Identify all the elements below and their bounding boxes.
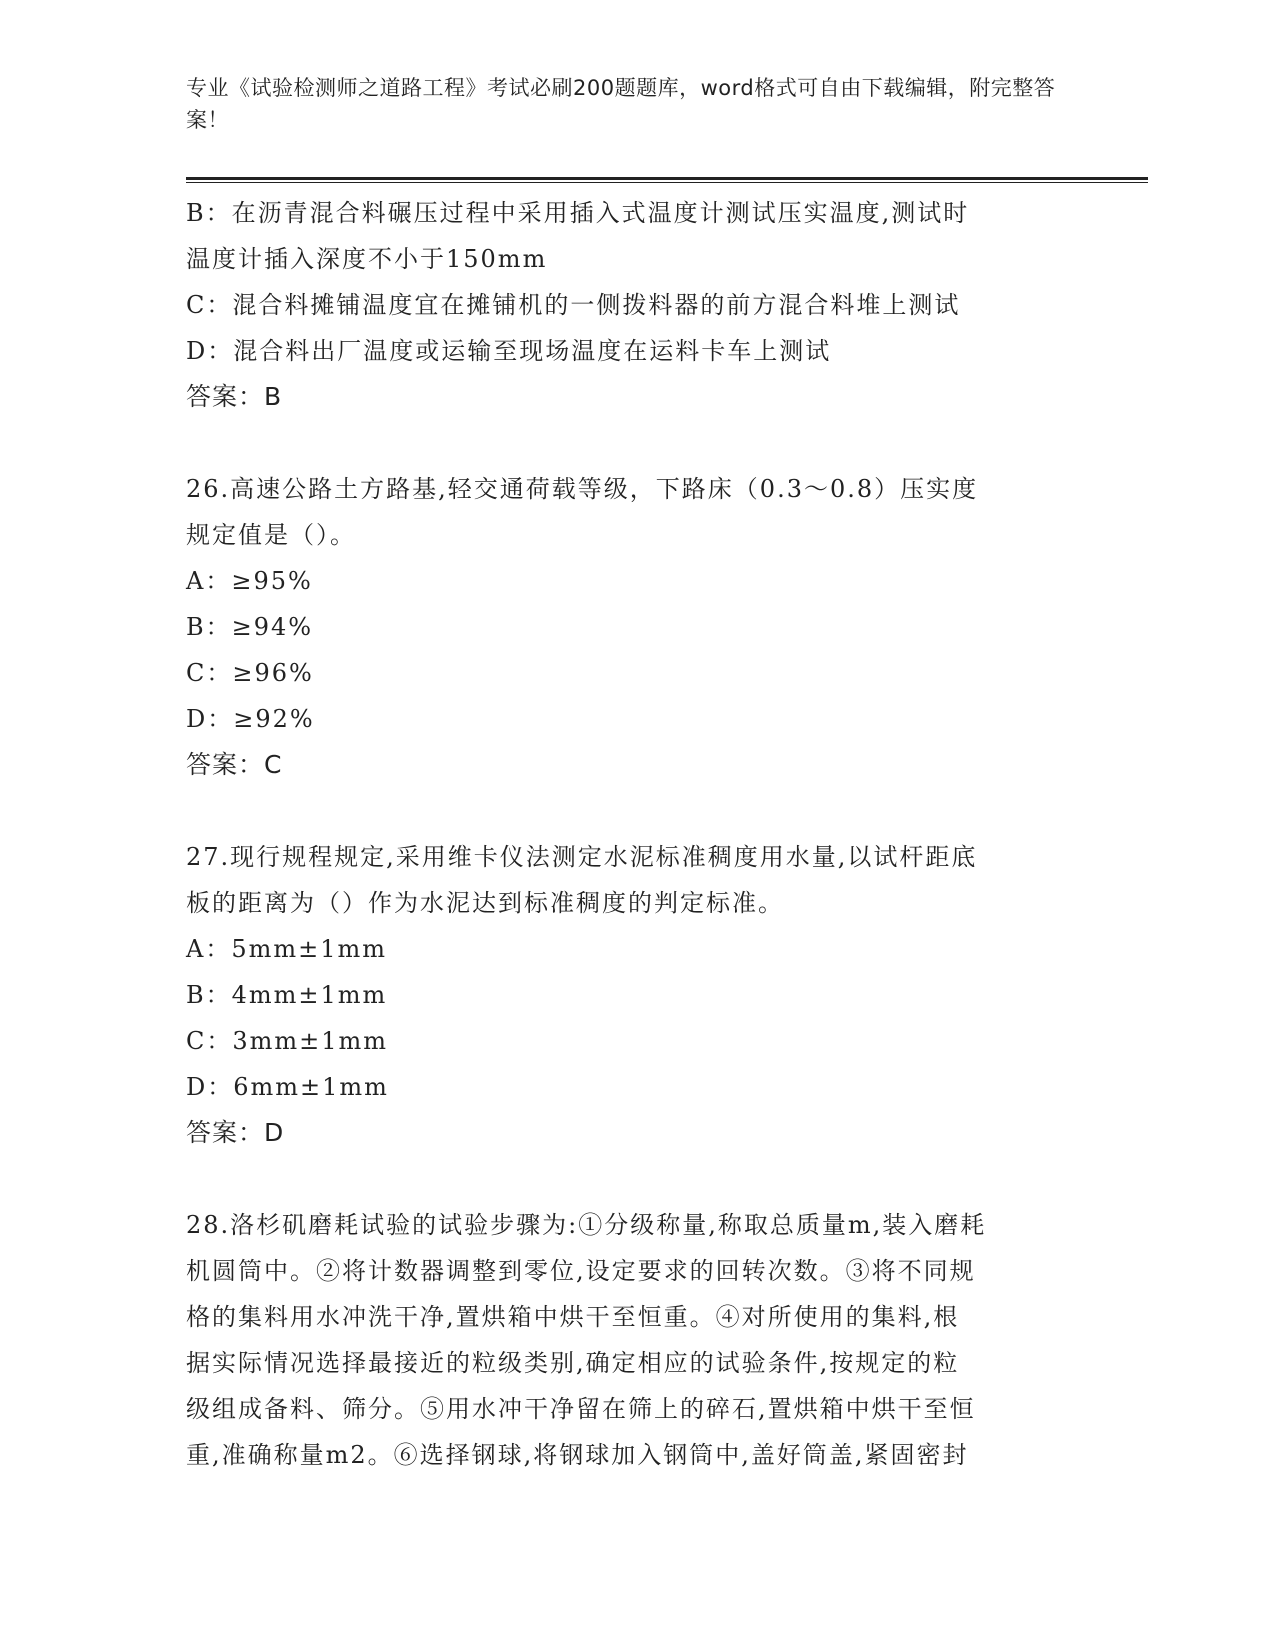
question-text-continued: 板的距离为（）作为水泥达到标准稠度的判定标准。 (186, 889, 784, 917)
question-text: 27.现行规程规定,采用维卡仪法测定水泥标准稠度用水量,以试杆距底 (186, 843, 978, 871)
spacer (186, 788, 1086, 834)
option-b-continued: 温度计插入深度不小于150mm (186, 245, 548, 273)
option-b: B：在沥青混合料碾压过程中采用插入式温度计测试压实温度,测试时 (186, 199, 970, 227)
question-text-continued: 格的集料用水冲洗干净,置烘箱中烘干至恒重。④对所使用的集料,根 (186, 1303, 960, 1331)
question-text-continued: 级组成备料、筛分。⑤用水冲干净留在筛上的碎石,置烘箱中烘干至恒 (186, 1395, 976, 1423)
answer: 答案：D (186, 1118, 285, 1147)
spacer (186, 420, 1086, 466)
question-27 (186, 834, 1086, 1156)
option-a: A：≥95% (186, 567, 313, 595)
question-28 (186, 1202, 1086, 1478)
answer: 答案：B (186, 382, 283, 411)
question-text-continued: 机圆筒中。②将计数器调整到零位,设定要求的回转次数。③将不同规 (186, 1257, 976, 1285)
option-a: A：5mm±1mm (186, 935, 388, 963)
answer: 答案：C (186, 750, 283, 779)
question-text-continued: 据实际情况选择最接近的粒级类别,确定相应的试验条件,按规定的粒 (186, 1349, 960, 1377)
prev-question-options (186, 190, 1086, 420)
question-text: 26.高速公路土方路基,轻交通荷载等级，下路床（0.3～0.8）压实度 (186, 475, 979, 503)
option-b: B：4mm±1mm (186, 981, 388, 1009)
page-header: 专业《试验检测师之道路工程》考试必刷200题题库，word格式可自由下载编辑，附完整答案！ (186, 76, 1056, 132)
option-d: D：≥92% (186, 705, 315, 733)
option-c: C：混合料摊铺温度宜在摊铺机的一侧拨料器的前方混合料堆上测试 (186, 291, 961, 319)
question-text: 28.洛杉矶磨耗试验的试验步骤为:①分级称量,称取总质量m,装入磨耗 (186, 1211, 987, 1239)
question-26 (186, 466, 1086, 788)
question-text-continued: 重,准确称量m2。⑥选择钢球,将钢球加入钢筒中,盖好筒盖,紧固密封 (186, 1441, 969, 1469)
option-d: D：混合料出厂温度或运输至现场温度在运料卡车上测试 (186, 337, 832, 365)
question-content (186, 190, 1086, 1478)
spacer (186, 1156, 1086, 1202)
option-c: C：3mm±1mm (186, 1027, 389, 1055)
option-b: B：≥94% (186, 613, 314, 641)
header-rule-thick (186, 177, 1148, 180)
option-c: C：≥96% (186, 659, 314, 687)
question-text-continued: 规定值是（）。 (186, 521, 356, 549)
option-d: D：6mm±1mm (186, 1073, 389, 1101)
header-rule-thin (186, 182, 1148, 183)
